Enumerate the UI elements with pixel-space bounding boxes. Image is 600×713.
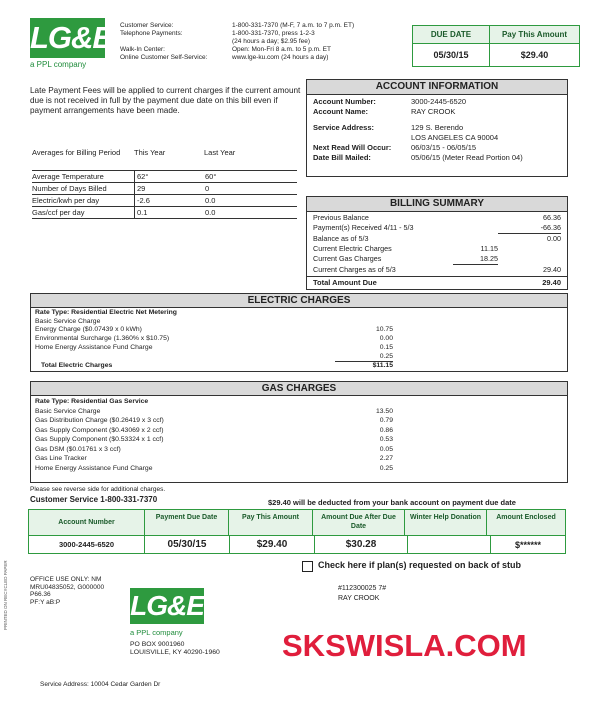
contact-label: Online Customer Self-Service: xyxy=(120,54,208,61)
remit-tagline: a PPL company xyxy=(130,628,183,637)
contact-value: 1-800-331-7370 (M-F, 7 a.m. to 7 p.m. ET) xyxy=(232,22,355,29)
averages-row-label: Average Temperature xyxy=(32,171,135,182)
electric-line-label xyxy=(35,353,335,363)
recycled-paper-note: PRINTED ON RECYCLED PAPER xyxy=(3,560,8,630)
averages-row xyxy=(32,194,297,206)
electric-charges-title: ELECTRIC CHARGES xyxy=(31,294,567,308)
contact-label: Walk-In Center: xyxy=(120,46,165,53)
summary-value: -66.36 xyxy=(498,223,561,234)
electric-line-value: 0.25 xyxy=(335,353,393,363)
gas-line-value: 0.53 xyxy=(379,436,393,443)
office-use-block xyxy=(30,576,104,606)
company-tagline: a PPL company xyxy=(30,60,87,69)
service-address-footer: Service Address: 10004 Cedar Garden Dr xyxy=(40,681,161,688)
electric-charges-box xyxy=(30,293,568,372)
summary-mid xyxy=(453,265,498,275)
remit-address xyxy=(130,641,220,657)
pay-amount-label: Pay This Amount xyxy=(490,26,579,43)
averages-col-this: This Year xyxy=(134,148,166,157)
billing-summary-title: BILLING SUMMARY xyxy=(307,197,567,212)
gas-charges-title: GAS CHARGES xyxy=(31,382,567,396)
contact-label xyxy=(120,38,230,46)
service-address-label: Service Address: xyxy=(313,123,375,132)
customer-service-line: Customer Service 1-800-331-7370 xyxy=(30,495,158,504)
office-use-line: PF:Y aB:P xyxy=(30,598,61,606)
stub-header-enclosed: Amount Enclosed xyxy=(487,510,565,535)
office-use-line: P66.36 xyxy=(30,591,51,598)
winter-help-field[interactable] xyxy=(408,536,491,554)
averages-col-last: Last Year xyxy=(204,148,236,157)
averages-row-this: 29 xyxy=(137,184,146,193)
bill-mailed-value: 05/06/15 (Meter Read Portion 04) xyxy=(411,153,523,162)
account-name-value: RAY CROOK xyxy=(411,107,456,116)
due-date-value: 05/30/15 xyxy=(413,44,490,67)
amount-enclosed-field[interactable]: $****** xyxy=(514,540,542,550)
summary-label: Previous Balance xyxy=(313,213,369,222)
stub-header-due-date: Payment Due Date xyxy=(145,510,229,535)
due-box-top xyxy=(412,25,580,67)
gas-line-value: 0.86 xyxy=(379,426,393,434)
gas-line-label: Home Energy Assistance Fund Charge xyxy=(35,464,153,472)
gas-line-value: 0.05 xyxy=(379,445,393,453)
summary-label: Balance as of 5/3 xyxy=(313,234,369,243)
service-address-line2: LOS ANGELES CA 90004 xyxy=(411,133,499,142)
gas-line-value: 2.27 xyxy=(379,455,393,462)
account-info-title: ACCOUNT INFORMATION xyxy=(307,80,567,95)
service-address-line1: 129 S. Berendo xyxy=(411,123,464,132)
summary-mid xyxy=(453,223,498,234)
summary-value: 0.00 xyxy=(547,234,561,243)
stub-header-after-due: Amount Due After Due Date xyxy=(313,510,405,535)
contact-value: Open: Mon-Fri 8 a.m. to 5 p.m. ET xyxy=(232,46,331,53)
watermark-text: SKSWISLA.COM xyxy=(282,628,527,663)
summary-mid: 18.25 xyxy=(453,254,498,265)
contact-value: www.lge-ku.com (24 hours a day) xyxy=(232,54,329,61)
stub-header-account: Account Number xyxy=(29,510,145,535)
averages-table xyxy=(32,148,297,219)
contact-label: Telephone Payments: xyxy=(120,30,183,37)
office-use-line: MRU04835052, G000000 xyxy=(30,583,105,591)
gas-charges-box xyxy=(30,381,568,483)
bill-mailed-label: Date Bill Mailed: xyxy=(313,153,371,162)
stub-header-pay-amount: Pay This Amount xyxy=(229,510,313,535)
summary-label: Current Electric Charges xyxy=(313,244,392,253)
next-read-value: 06/03/15 - 06/05/15 xyxy=(411,143,477,152)
electric-line-label: Energy Charge ($0.07439 x 0 kWh) xyxy=(35,326,142,334)
electric-line-value: 10.75 xyxy=(375,326,393,334)
stub-due-date: 05/30/15 xyxy=(145,536,230,554)
averages-row xyxy=(32,182,297,194)
stub-pay-amount: $29.40 xyxy=(230,536,315,554)
plan-checkbox[interactable] xyxy=(302,561,313,572)
account-number-value: 3000-2445-6520 xyxy=(411,97,467,106)
summary-value xyxy=(498,244,561,254)
remit-address-line2: LOUISVILLE, KY 40290-1960 xyxy=(130,649,220,656)
averages-row-this: 62° xyxy=(137,172,149,181)
payment-stub-table xyxy=(28,509,566,554)
customer-code: #112300025 7# xyxy=(338,585,387,592)
electric-line-label: Basic Service Charge xyxy=(35,317,101,325)
customer-mailing xyxy=(338,584,386,604)
electric-line-value xyxy=(335,318,393,327)
remit-address-line1: PO BOX 9001960 xyxy=(130,641,185,648)
summary-label: Current Gas Charges xyxy=(313,254,382,263)
account-name-label: Account Name: xyxy=(313,107,369,116)
plan-checkbox-label: Check here if plan(s) requested on back of stub xyxy=(318,560,522,570)
electric-total-value: $11.15 xyxy=(372,362,393,370)
summary-label: Payment(s) Received 4/11 - 5/3 xyxy=(313,223,414,232)
electric-line-label: Environmental Surcharge (1.360% x $10.75) xyxy=(35,335,170,343)
averages-row-last: 0 xyxy=(205,184,210,193)
gas-line-value: 13.50 xyxy=(375,407,393,415)
gas-line-label: Gas DSM ($0.01761 x 3 ccf) xyxy=(35,445,121,453)
gas-line-value: 0.25 xyxy=(379,464,393,472)
averages-row-last: 0.0 xyxy=(205,196,216,205)
stub-after-due-amount: $30.28 xyxy=(315,536,408,554)
gas-line-label: Gas Line Tracker xyxy=(35,455,87,462)
summary-label: Current Charges as of 5/3 xyxy=(313,265,396,274)
electric-total-label: Total Electric Charges xyxy=(41,362,113,370)
contact-value: (24 hours a day; $2.95 fee) xyxy=(232,38,311,45)
averages-row-label: Number of Days Billed xyxy=(32,183,135,194)
account-number-label: Account Number: xyxy=(313,97,376,106)
averages-row-label: Electric/kwh per day xyxy=(32,195,135,206)
gas-line-value: 0.79 xyxy=(379,417,393,424)
late-payment-notice: Late Payment Fees will be applied to current charges if the current amount due is not received in full by the payment due date on this bill even if payment arrangements have been made. xyxy=(30,86,301,115)
contact-labels xyxy=(120,22,230,62)
summary-value: 66.36 xyxy=(543,213,561,222)
averages-row-this: 0.1 xyxy=(137,208,148,217)
averages-row-this: -2.6 xyxy=(137,196,150,205)
summary-mid xyxy=(453,213,498,223)
company-logo: LG&E xyxy=(30,18,105,58)
summary-value: 29.40 xyxy=(543,265,561,274)
contact-value: 1-800-331-7370, press 1-2-3 xyxy=(232,30,315,37)
averages-row-last: 0.0 xyxy=(205,208,216,217)
contact-values xyxy=(232,22,402,62)
pay-amount-value: $29.40 xyxy=(520,50,549,60)
gas-rate-type: Rate Type: Residential Gas Service xyxy=(35,398,149,405)
contact-label: Customer Service: xyxy=(120,22,174,29)
summary-mid: 11.15 xyxy=(480,244,498,253)
customer-name: RAY CROOK xyxy=(338,595,380,602)
remit-logo: LG&E xyxy=(130,588,204,624)
gas-line-label: Gas Supply Component ($0.53324 x 1 ccf) xyxy=(35,436,164,443)
account-info-box xyxy=(306,79,568,177)
reverse-side-note: Please see reverse side for additional charges. xyxy=(30,486,166,493)
gas-line-label: Gas Distribution Charge ($0.26419 x 3 ccf) xyxy=(35,417,164,424)
total-due-value: 29.40 xyxy=(542,278,561,287)
electric-rate-type: Rate Type: Residential Electric Net Metering xyxy=(35,309,177,316)
due-date-label: DUE DATE xyxy=(413,26,490,43)
stub-header-winter-help: Winter Help Donation xyxy=(405,510,487,535)
electric-line-value: 0.00 xyxy=(379,335,393,343)
electric-line-label: Home Energy Assistance Fund Charge xyxy=(35,343,153,351)
averages-row-label: Gas/ccf per day xyxy=(32,207,135,218)
averages-row-last: 60° xyxy=(205,172,217,181)
auto-deduct-note: $29.40 will be deducted from your bank account on payment due date xyxy=(268,498,516,507)
next-read-label: Next Read Will Occur: xyxy=(313,143,392,152)
office-use-line: OFFICE USE ONLY: NM xyxy=(30,576,102,583)
stub-account-number: 3000-2445-6520 xyxy=(29,536,145,554)
summary-value xyxy=(498,254,561,265)
billing-summary-box xyxy=(306,196,568,290)
averages-row xyxy=(32,206,297,219)
gas-line-label: Gas Supply Component ($0.43069 x 2 ccf) xyxy=(35,426,164,434)
averages-col-label: Averages for Billing Period xyxy=(32,148,121,157)
electric-line-value: 0.15 xyxy=(379,343,393,351)
total-due-label: Total Amount Due xyxy=(313,278,377,287)
gas-line-label: Basic Service Charge xyxy=(35,407,101,415)
averages-row xyxy=(32,170,297,182)
summary-mid xyxy=(453,234,498,244)
